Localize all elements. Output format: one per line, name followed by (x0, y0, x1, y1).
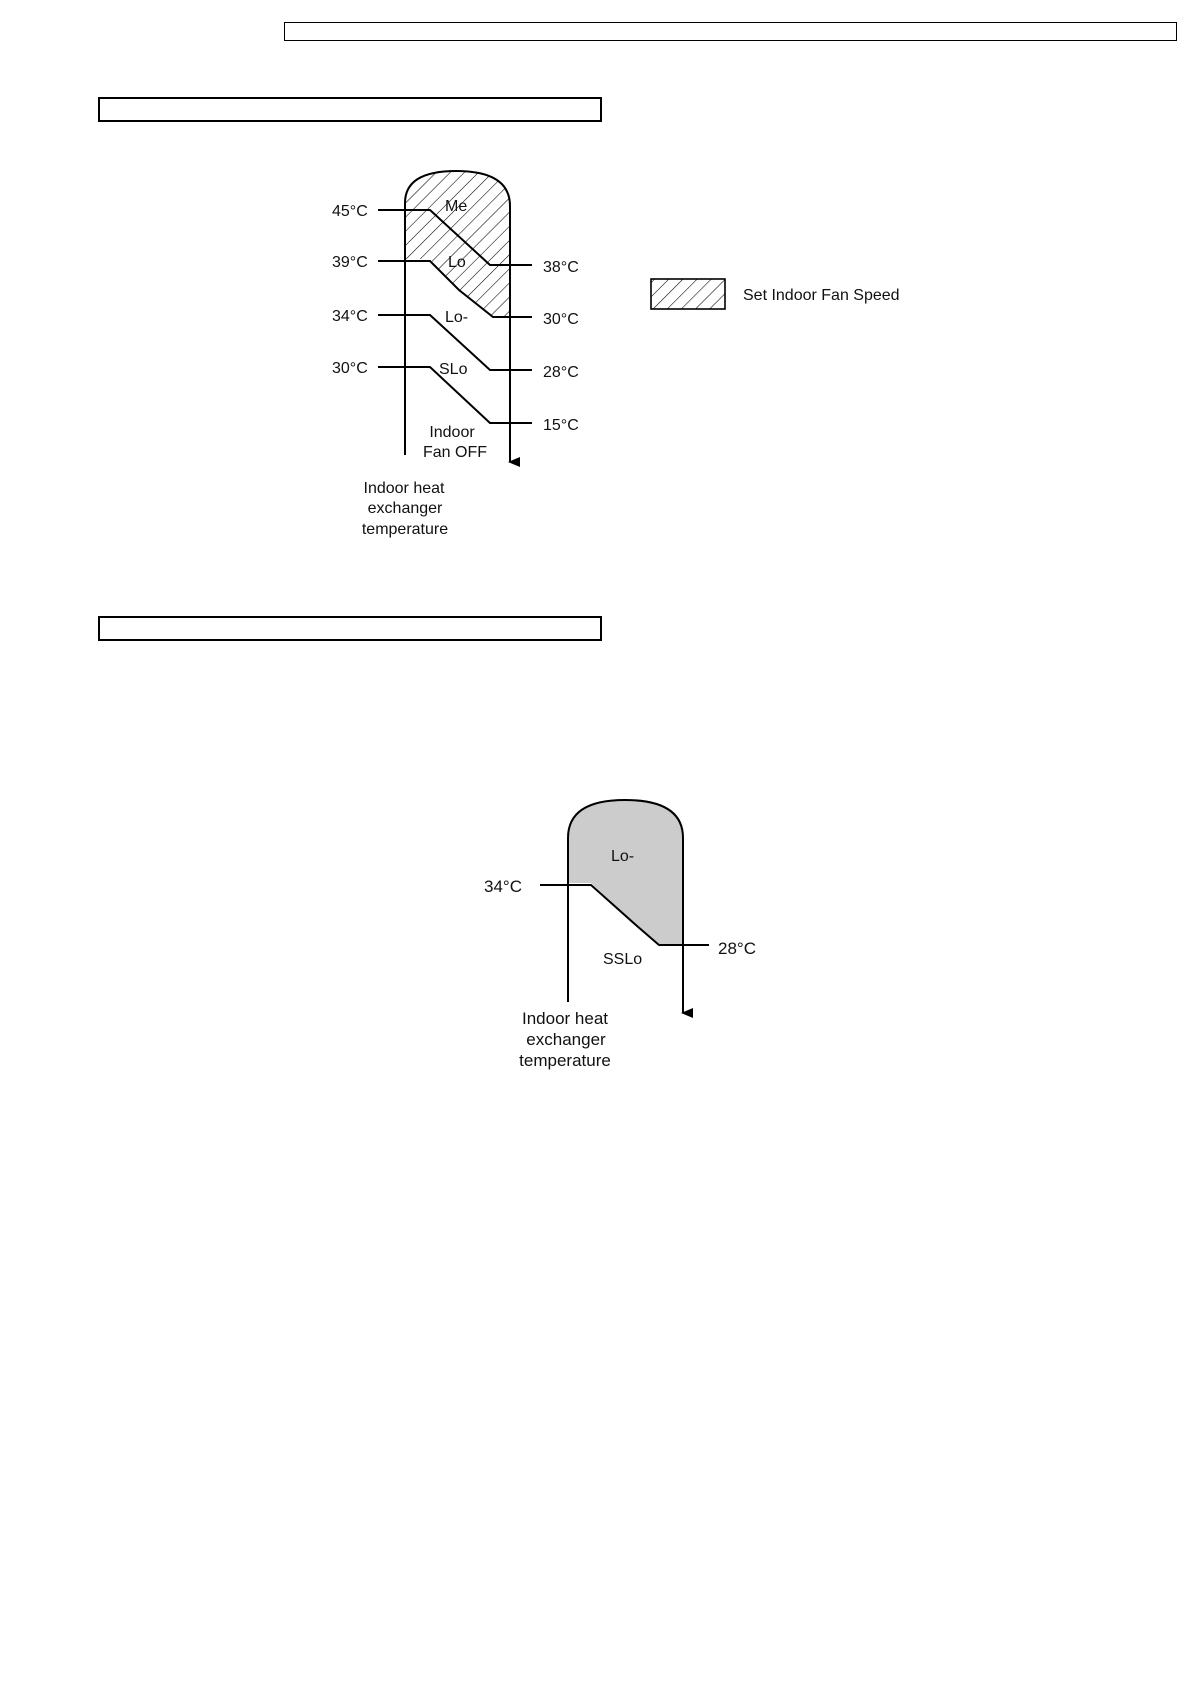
left-temp-34: 34°C (332, 308, 368, 325)
axis-label-line-1: Indoor heat (363, 480, 445, 497)
right-temp-30: 30°C (543, 311, 579, 328)
axis-label-2-line-1: Indoor heat (521, 1009, 609, 1028)
zone-label-me: Me (445, 198, 468, 215)
axis-label-line-2: exchanger (367, 500, 443, 517)
axis-label-line-3: temperature (361, 521, 449, 538)
legend-hatch-swatch (651, 279, 725, 309)
left-temp-45: 45°C (332, 203, 368, 220)
zone-label-slo: SLo (439, 361, 468, 378)
right-temp-28-2: 28°C (718, 939, 756, 958)
right-temp-15: 15°C (543, 417, 579, 434)
lo-minus-filled-region (568, 800, 683, 945)
zone-label-lo-minus: Lo- (445, 309, 469, 326)
axis-label-2-line-3: temperature (519, 1051, 611, 1070)
fan-speed-diagram-1 (332, 171, 900, 538)
set-speed-hatched-region (405, 171, 510, 317)
zone-label-sslo: SSLo (603, 951, 643, 968)
fan-off-label-line-2: Fan OFF (422, 444, 488, 461)
right-temp-38: 38°C (543, 259, 579, 276)
axis-label-2-line-2: exchanger (526, 1030, 606, 1049)
fan-off-label-line-1: Indoor (429, 424, 475, 441)
fan-speed-diagram-2 (484, 800, 756, 1070)
zone-label-lo: Lo (448, 254, 466, 271)
left-temp-39: 39°C (332, 254, 368, 271)
left-temp-34-2: 34°C (484, 877, 522, 896)
zone-label-lo-minus-2: Lo- (611, 848, 635, 865)
right-temp-28: 28°C (543, 364, 579, 381)
legend-label: Set Indoor Fan Speed (743, 287, 900, 304)
left-temp-30: 30°C (332, 360, 368, 377)
